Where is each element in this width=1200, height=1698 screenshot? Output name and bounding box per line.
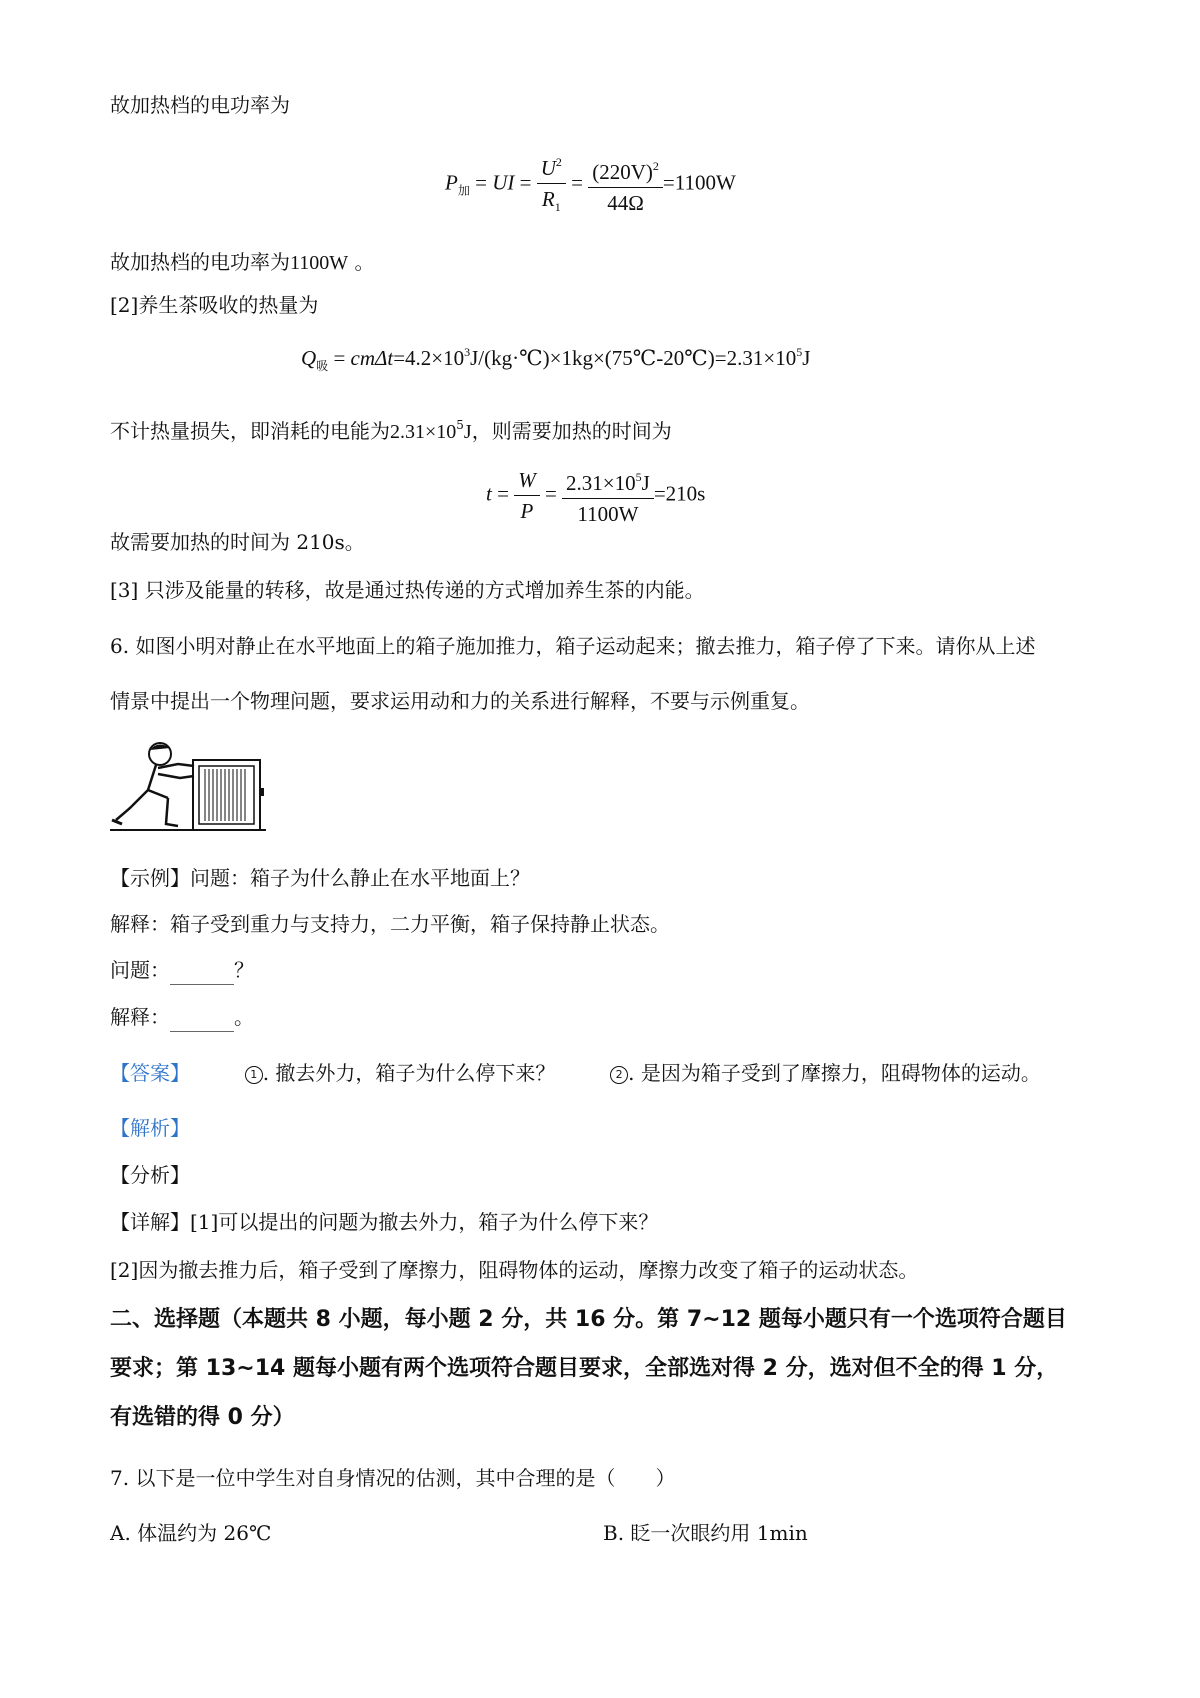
text-line: [2]养生茶吸收的热量为: [110, 293, 319, 317]
fraction: [514, 465, 540, 526]
subscript: 加: [457, 183, 470, 198]
equals: =: [514, 170, 537, 195]
explanation-blank-line: [110, 1002, 254, 1032]
equals: =: [565, 170, 589, 195]
result: =210s: [653, 481, 706, 506]
section-heading-line2: 要求；第 13~14 题每小题有两个选项符合题目要求，全部选对得 2 分，选对但不全的得 1 分，: [110, 1356, 1059, 1381]
value: 1100W: [290, 252, 349, 274]
answer-line: [110, 1058, 1041, 1088]
pushing-box-figure: [108, 738, 268, 834]
value: 2.31×10: [390, 421, 457, 443]
section-heading-line1: 二、选择题（本题共 8 小题，每小题 2 分，共 16 分。第 7~12 题每小题只有一个选项符合题目: [110, 1307, 1067, 1332]
fraction: [537, 147, 566, 222]
expression: J/(kg·℃)×1kg×(75℃-20℃)=2.31×10: [470, 346, 797, 370]
detail-line-1: 【详解】[1]可以提出的问题为撤去外力，箱子为什么停下来？: [110, 1210, 659, 1234]
superscript: 2: [652, 159, 659, 173]
numerator: U: [540, 156, 556, 180]
answer-blank[interactable]: [170, 1011, 234, 1032]
numerator: W: [514, 465, 540, 496]
equals: =: [469, 170, 493, 195]
symbol-ui: UI: [492, 170, 515, 195]
equation-time: [486, 462, 705, 529]
fenxi-label: 【分析】: [110, 1163, 190, 1187]
example-answer: 解释：箱子受到重力与支持力，二力平衡，箱子保持静止状态。: [110, 912, 670, 936]
punct: ？: [234, 958, 254, 982]
value: J: [463, 421, 472, 443]
text-line: [110, 247, 375, 278]
question-6-line1: 6. 如图小明对静止在水平地面上的箱子施加推力，箱子运动起来；撤去推力，箱子停了下来。请你从上述: [110, 634, 1036, 658]
denominator: P: [520, 499, 534, 523]
symbol-p: P: [445, 170, 458, 195]
circled-number-1: 1: [245, 1066, 263, 1084]
unit: J: [641, 471, 650, 495]
question-7-stem: 7. 以下是一位中学生对自身情况的估测，其中合理的是（ ）: [110, 1466, 676, 1490]
superscript: 2: [555, 155, 562, 169]
text: ，则需要加热的时间为: [471, 419, 672, 443]
superscript: 5: [796, 345, 803, 359]
subscript: 1: [554, 200, 561, 214]
expression: J: [802, 346, 811, 370]
numerator: (220V): [592, 160, 653, 184]
answer-2: . 是因为箱子受到了摩擦力，阻碍物体的运动。: [628, 1061, 1041, 1085]
symbol-t: t: [486, 481, 492, 506]
jiexi-label: 【解析】: [110, 1116, 190, 1140]
result: =1100W: [662, 170, 736, 195]
fraction: [562, 462, 654, 529]
example-question: 【示例】问题：箱子为什么静止在水平地面上？: [110, 866, 530, 890]
section-heading-line3: 有选错的得 0 分）: [110, 1405, 295, 1430]
fraction: [588, 151, 663, 218]
superscript: 5: [635, 470, 642, 484]
subscript: 吸: [316, 359, 329, 373]
equation-heat: [301, 345, 810, 374]
answer-blank[interactable]: [170, 964, 234, 985]
superscript: 3: [464, 345, 471, 359]
symbol-cmdt: cmΔt: [350, 346, 394, 370]
question-blank-line: [110, 955, 254, 985]
label: 解释：: [110, 1005, 170, 1029]
denominator: 44Ω: [607, 191, 644, 215]
denominator: R: [541, 187, 555, 211]
answer-label: 【答案】: [110, 1061, 190, 1085]
question-6-line2: 情景中提出一个物理问题，要求运用动和力的关系进行解释，不要与示例重复。: [110, 689, 810, 713]
numerator: 2.31×10: [566, 471, 636, 495]
text: 故加热档的电功率为: [110, 250, 290, 274]
text-line: 故加热档的电功率为: [110, 93, 290, 117]
superscript: 5: [456, 418, 464, 432]
text-line: [3] 只涉及能量的转移，故是通过热传递的方式增加养生茶的内能。: [110, 578, 705, 602]
equals: =: [539, 481, 563, 506]
expression: =4.2×10: [393, 346, 465, 370]
text: 。: [348, 250, 375, 274]
equals: =: [491, 481, 515, 506]
text: 不计热量损失，即消耗的电能为: [110, 419, 390, 443]
punct: 。: [234, 1005, 254, 1029]
equation-power: [445, 147, 736, 222]
text-line: 故需要加热的时间为 210s。: [110, 530, 365, 554]
equals: =: [328, 346, 351, 370]
detail-line-2: [2]因为撤去推力后，箱子受到了摩擦力，阻碍物体的运动，摩擦力改变了箱子的运动状态。: [110, 1258, 919, 1282]
circled-number-2: 2: [610, 1066, 628, 1084]
option-a: A. 体温约为 26℃: [110, 1521, 272, 1545]
option-b: B. 眨一次眼约用 1min: [603, 1521, 808, 1545]
denominator: 1100W: [577, 502, 639, 526]
answer-1: . 撤去外力，箱子为什么停下来？: [262, 1061, 556, 1085]
symbol-q: Q: [301, 346, 317, 370]
label: 问题：: [110, 958, 170, 982]
text-line: [110, 410, 672, 447]
